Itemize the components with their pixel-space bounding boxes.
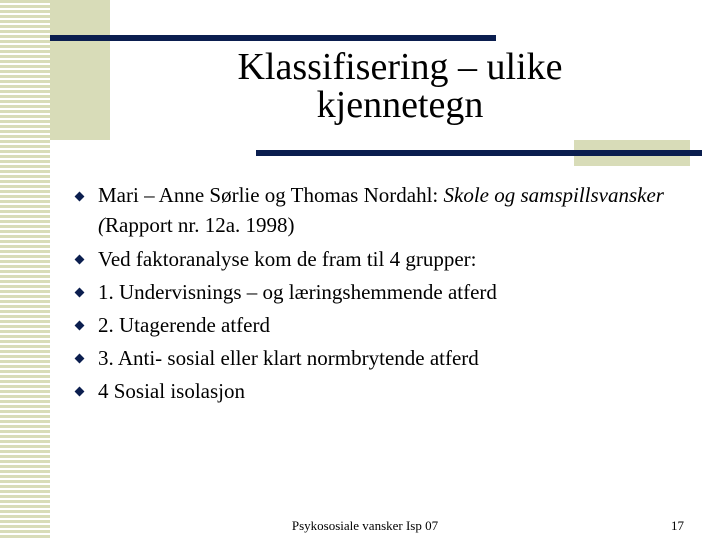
diamond-bullet-icon [75,192,85,202]
slide-title [190,48,610,124]
bullet-text: 2. Utagerende atferd [98,313,270,337]
bullet-text: 1. Undervisnings – og læringshemmende atferd [98,280,497,304]
striped-sidebar-decoration [0,0,50,540]
diamond-bullet-icon [75,387,85,397]
bullet-source-report: Rapport nr. 12a. 1998) [105,213,295,237]
bullet-item-source [74,180,694,243]
slide-title-line-1: Klassifisering – ulike [237,46,563,88]
slide-footer: Psykososiale vansker Isp 07 [291,518,439,533]
bullet-list [74,180,694,408]
title-rule-bottom [256,150,702,156]
diamond-bullet-icon [75,288,85,298]
slide-title-line-2: kjennetegn [316,84,484,126]
bullet-item-group-2 [74,309,694,342]
bullet-item-group-4 [74,375,694,408]
accent-block-left [50,0,110,140]
bullet-item-group-3 [74,342,694,375]
diamond-bullet-icon [75,354,85,364]
bullet-item-factor-analysis [74,243,694,276]
slide-number: 17 [671,518,684,533]
diamond-bullet-icon [75,255,85,265]
bullet-text: 4 Sosial isolasjon [98,379,246,403]
bullet-source-authors: Mari – Anne Sørlie og Thomas Nordahl: [98,183,444,207]
title-rule-top [50,35,496,41]
bullet-source-title: Skole og samspillsvansker ( [98,183,664,237]
diamond-bullet-icon [75,321,85,331]
bullet-text: 3. Anti- sosial eller klart normbrytende atferd [98,346,479,370]
bullet-item-group-1 [74,276,694,309]
bullet-text: Ved faktoranalyse kom de fram til 4 grupper: [98,247,477,271]
